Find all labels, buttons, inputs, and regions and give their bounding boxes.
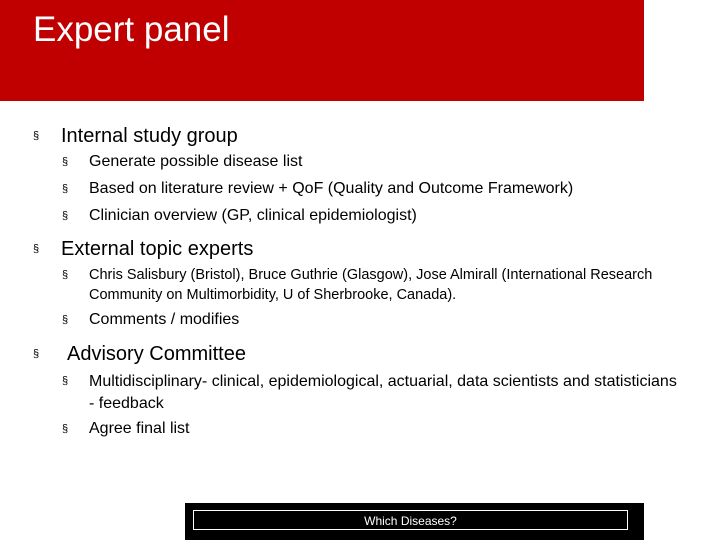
- bullet-icon: §: [62, 423, 69, 435]
- list-item: Multidisciplinary- clinical, epidemiological, actuarial, data scientists and statisticians - feedback: [89, 373, 677, 412]
- footer-label: Which Diseases?: [364, 514, 457, 528]
- bullet-icon: §: [33, 130, 40, 142]
- footer-box: [193, 510, 628, 530]
- bullet-icon: §: [33, 348, 40, 360]
- bullet-icon: §: [62, 156, 69, 168]
- bullet-icon: §: [62, 269, 69, 281]
- list-item: Agree final list: [89, 420, 190, 437]
- list-item: Based on literature review + QoF (Quality and Outcome Framework): [89, 180, 574, 197]
- bullet-icon: §: [62, 210, 69, 222]
- list-item: Chris Salisbury (Bristol), Bruce Guthrie (Glasgow), Jose Almirall (International Research Community on Multimorbidity, U of Sherbrooke, Canada).: [89, 267, 653, 303]
- bullet-icon: §: [62, 314, 69, 326]
- section-heading-internal: Internal study group: [61, 125, 238, 147]
- bullet-icon: §: [62, 375, 69, 387]
- title-bar: [0, 0, 644, 101]
- section-heading-advisory: Advisory Committee: [67, 343, 246, 365]
- section-heading-external: External topic experts: [61, 238, 254, 260]
- slide-title: Expert panel: [33, 10, 230, 49]
- bullet-icon: §: [33, 243, 40, 255]
- list-item: Comments / modifies: [89, 311, 240, 328]
- list-item: Generate possible disease list: [89, 153, 303, 170]
- footer-bar: [185, 503, 644, 540]
- list-item: Clinician overview (GP, clinical epidemiologist): [89, 207, 417, 224]
- bullet-icon: §: [62, 183, 69, 195]
